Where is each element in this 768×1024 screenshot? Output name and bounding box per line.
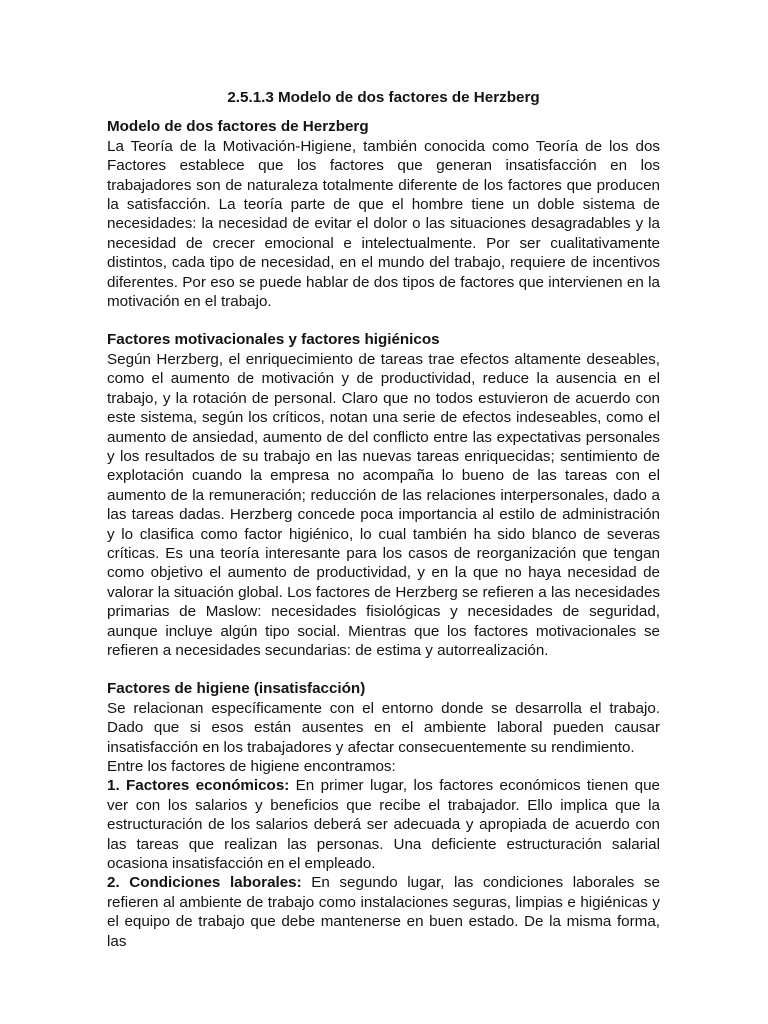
section-heading: Factores motivacionales y factores higiénicos (107, 331, 440, 349)
section-paragraph: La Teoría de la Motivación-Higiene, también conocida como Teoría de los dos Factores establece que los factores que generan insatisfacción en los trabajadores son de naturaleza totalmente diferente de los factores que producen la satisfacción. La teoría parte de que el hombre tiene un doble sistema de necesidades: la necesidad de evitar el dolor o las situaciones desagradables y la necesidad de crecer emocional e intelectualmente. Por ser cualitativamente distintos, cada tipo de necesidad, en el mundo del trabajo, requiere de incentivos diferentes. Por eso se puede hablar de dos tipos de factores que intervienen en la motivación en el trabajo. (107, 137, 660, 311)
section-paragraph: Se relacionan específicamente con el entorno donde se desarrolla el trabajo. Dado que si esos están ausentes en el ambiente laboral pueden causar insatisfacción en los trabajadores y afectar consecuentemente su rendimiento. (107, 699, 660, 756)
section-motivational-hygiene-factors (107, 330, 660, 660)
document-page (107, 88, 660, 970)
list-item-economic-factors (107, 776, 660, 873)
section-paragraph: Según Herzberg, el enriquecimiento de tareas trae efectos altamente deseables, como el aumento de motivación y de productividad, reduce la ausencia en el trabajo, y la rotación de personal. Claro que no todos estuvieron de acuerdo con este sistema, según los críticos, notan una serie de efectos indeseables, como el aumento de ansiedad, aumento de del conflicto entre las expectativas personales y los resultados de su trabajo en las nuevas tareas enriquecidas; sentimiento de explotación cuando la empresa no acompaña lo bueno de las tareas con el aumento de la remuneración; reducción de las relaciones interpersonales, dado a las tareas dadas. Herzberg concede poca importancia al estilo de administración y lo clasifica como factor higiénico, lo cual también ha sido blanco de severas críticas. Es una teoría interesante para los casos de reorganización que tengan como objetivo el aumento de productividad, y en la que no haya necesidad de valorar la situación global. Los factores de Herzberg se refieren a las necesidades primarias de Maslow: necesidades fisiológicas y necesidades de seguridad, aunque incluye algún tipo social. Mientras que los factores motivacionales se refieren a necesidades secundarias: de estima y autorrealización. (107, 350, 660, 659)
document-title: 2.5.1.3 Modelo de dos factores de Herzberg (227, 89, 540, 106)
list-item-label: 1. Factores económicos: (107, 777, 290, 795)
section-herzberg-model (107, 117, 660, 311)
list-item-label: 2. Condiciones laborales: (107, 874, 302, 892)
section-hygiene-factors (107, 679, 660, 951)
list-item-text: En primer lugar, los factores económicos tienen que ver con los salarios y beneficios que recibe el trabajador. Ello implica que la estructuración de los salarios deberá ser adecuada y apropiada de acuerdo con las tareas que realizan las personas. Una deficiente estructuración salarial ocasiona insatisfacción en el empleado. (107, 777, 660, 873)
section-heading: Factores de higiene (insatisfacción) (107, 680, 366, 698)
section-heading: Modelo de dos factores de Herzberg (107, 118, 369, 136)
list-item-working-conditions (107, 873, 660, 951)
list-item-text: En segundo lugar, las condiciones laborales se refieren al ambiente de trabajo como instalaciones seguras, limpias e higiénicas y el equipo de trabajo que debe mantenerse en buen estado. De la misma forma, las (107, 874, 660, 950)
list-intro: Entre los factores de higiene encontramos: (107, 758, 396, 775)
